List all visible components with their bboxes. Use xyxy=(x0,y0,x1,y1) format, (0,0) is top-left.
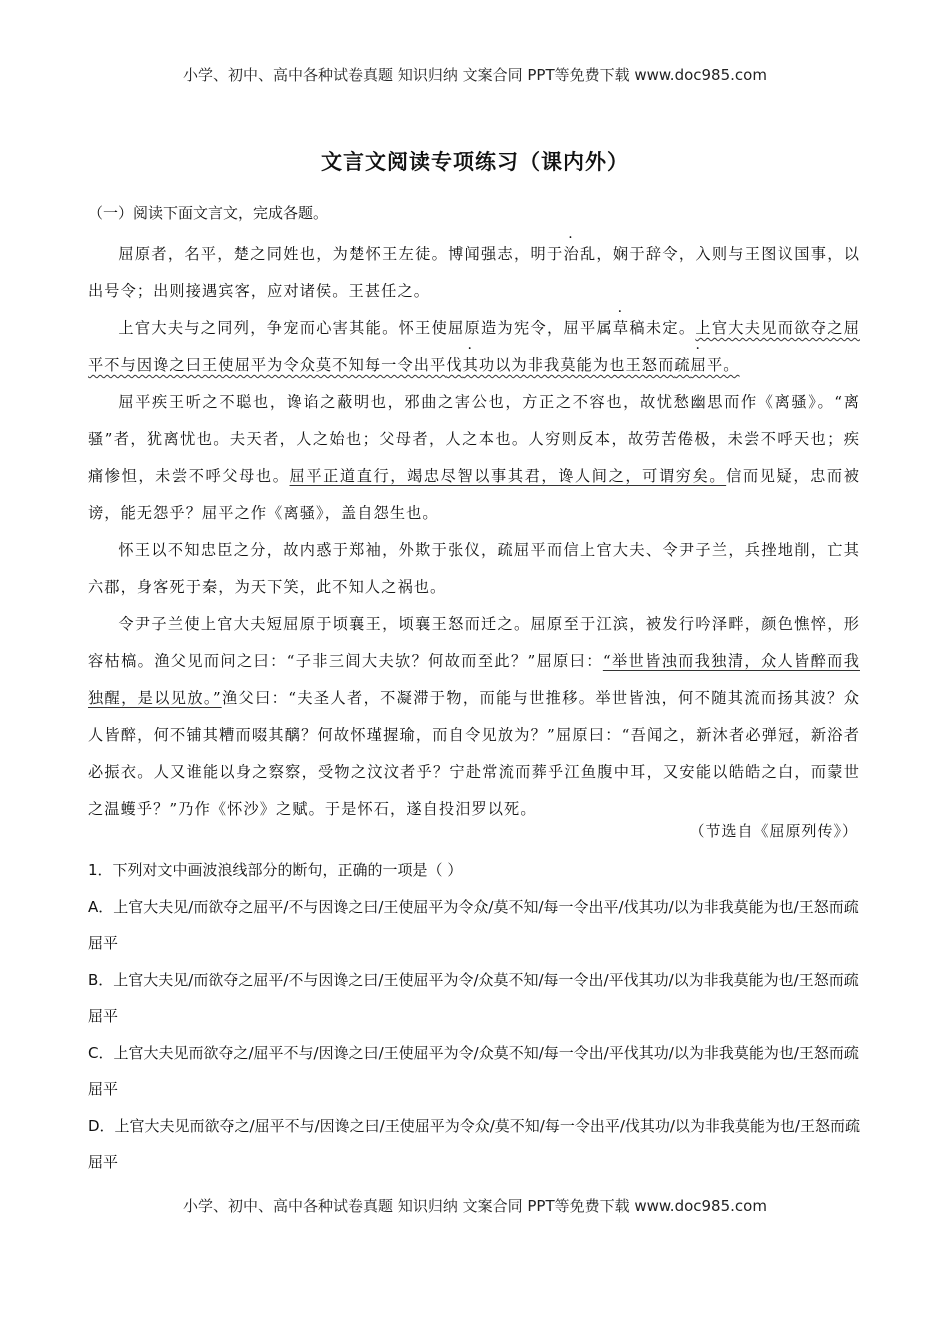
option-b: B．上官大夫见/而欲夺之屈平/不与因谗之曰/王使屈平为令/众莫不知/每一令出/平伐其功/以为非我莫能为也/王怒而疏屈平 xyxy=(88,970,859,1025)
emphasis-dot-char: 属 xyxy=(596,319,613,337)
section-instruction: （一）阅读下面文言文，完成各题。 xyxy=(88,204,329,222)
passage-text: 屈平疾王听之不聪也，谗谄之蔽明也，邪曲之害公也，方正之不容也，故忧愁幽思而作《离骚》。“离骚”者，犹离忧也。夫天者，人之始也；父母者，人之本也。人穷则反本，故劳苦倦极，未尝不呼天也；疾痛惨怛，未尝不呼父母也。 xyxy=(88,393,860,485)
passage-text: 令尹子兰使上官大夫短屈原于顷襄王，顷襄王怒而迁之。屈原至于江滨，被发行吟泽畔，颜色憔悴，形容枯槁。渔父见而问之曰：“子非三闾大夫欤？何故而至此？”屈原曰： xyxy=(88,615,860,670)
emphasis-dot-char: 伐 xyxy=(446,356,463,374)
passage-text: 草稿未定。 xyxy=(612,319,696,337)
wavy-text: 屈平。 xyxy=(690,356,740,374)
passage-text: 治乱，娴于辞令，入则与王图议国事，以出号令；出则接遇宾客，应对诸侯。王甚任之。 xyxy=(88,245,860,300)
page-title: 文言文阅读专项练习（课内外） xyxy=(321,150,629,174)
page-header: 小学、初中、高中各种试卷真题 知识归纳 文案合同 PPT等免费下载 www.doc985.com xyxy=(183,66,767,84)
passage-paragraph-3 xyxy=(88,384,860,532)
passage-paragraph-2 xyxy=(88,310,860,384)
question-stem: 1．下列对文中画波浪线部分的断句，正确的一项是（ ） xyxy=(88,861,463,879)
wavy-text: 上官大夫见而欲夺之屈平不与因谗之曰王使屈平为令众莫不知每一令出平 xyxy=(88,319,860,374)
passage-paragraph-5 xyxy=(88,606,860,828)
passage-text: 上官大夫与之同列，争宠而心害其能。怀王使屈原造为宪令，屈平 xyxy=(118,319,597,337)
emphasis-dot-char: 疏 xyxy=(674,356,691,374)
page-footer: 小学、初中、高中各种试卷真题 知识归纳 文案合同 PPT等免费下载 www.doc985.com xyxy=(183,1197,767,1215)
passage-text: 屈原者，名平，楚之同姓也，为楚怀王左徒。博闻强志，明 xyxy=(118,245,547,263)
option-a: A．上官大夫见/而欲夺之屈平/不与因谗之曰/王使屈平为令众/莫不知/每一令出平/伐其功/以为非我莫能为也/王怒而疏屈平 xyxy=(88,897,859,952)
option-d: D．上官大夫见而欲夺之/屈平不与/因谗之曰/王使屈平为令众/莫不知/每一令出平/伐其功/以为非我莫能为也/王怒而疏屈平 xyxy=(88,1116,860,1171)
passage-paragraph-1 xyxy=(88,236,860,310)
wavy-text: 其功以为非我莫能为也王怒而 xyxy=(462,356,675,374)
underlined-sentence: 屈平正道直行，竭忠尽智以事其君，谗人间之，可谓穷矣。 xyxy=(289,467,727,485)
emphasis-dot-char: 于 xyxy=(546,245,564,263)
question-1 xyxy=(88,852,860,1181)
option-c: C．上官大夫见而欲夺之/屈平不与/因谗之曰/王使屈平为令/众莫不知/每一令出/平伐其功/以为非我莫能为也/王怒而疏屈平 xyxy=(88,1043,859,1098)
underlined-sentence: “举世皆浊而我独清，众人皆醉而我独醒，是以见放。” xyxy=(88,652,860,707)
passage-source: （节选自《屈原列传》） xyxy=(689,822,858,840)
classical-passage xyxy=(88,236,860,828)
passage-text: 信而见疑，忠而被谤，能无怨乎？屈平之作《离骚》，盖自怨生也。 xyxy=(88,467,860,522)
passage-paragraph-4: 怀王以不知忠臣之分，故内惑于郑袖，外欺于张仪，疏屈平而信上官大夫、令尹子兰，兵挫地削，亡其六郡，身客死于秦，为天下笑，此不知人之祸也。 xyxy=(88,541,860,596)
passage-text: 渔父曰：“夫圣人者，不凝滞于物，而能与世推移。举世皆浊，何不随其流而扬其波？众人皆醉，何不铺其糟而啜其醨？何故怀瑾握瑜，而自令见放为？”屈原曰：“吾闻之，新沐者必弹冠，新浴者必振衣。人又谁能以身之察察，受物之汶汶者乎？宁赴常流而葬乎江鱼腹中耳，又安能以皓皓之白，而蒙世之温蠖乎？”乃作《怀沙》之赋。于是怀石，遂自投汨罗以死。 xyxy=(88,689,860,818)
